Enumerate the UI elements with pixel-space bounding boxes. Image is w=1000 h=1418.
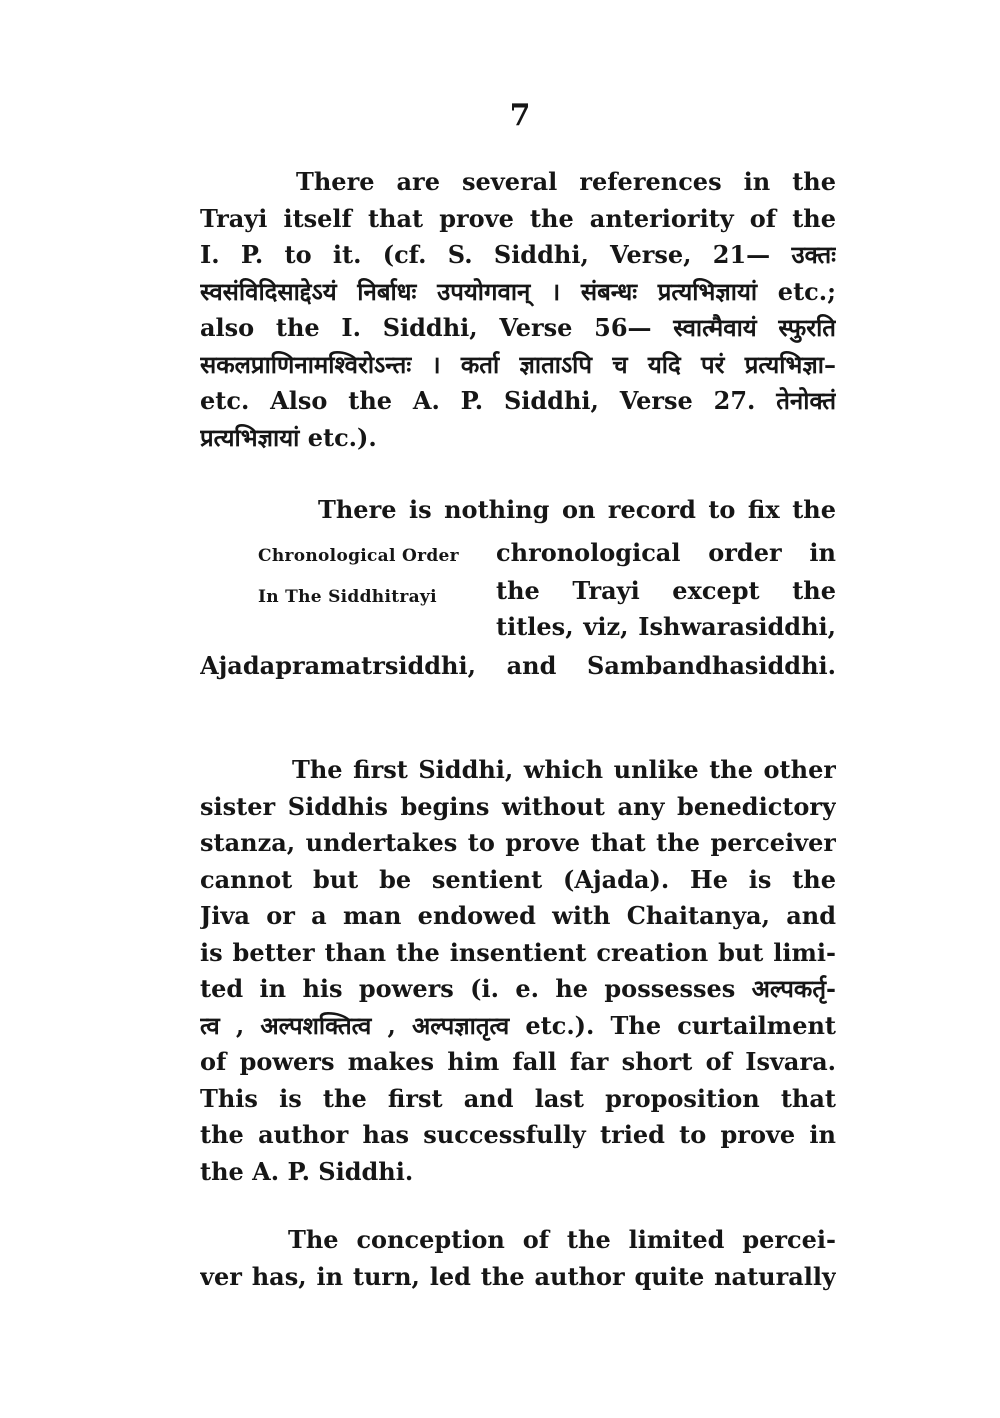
text-line: the author has successfully tried to prove in — [200, 1120, 836, 1149]
text-line: the A. P. Siddhi. — [200, 1156, 414, 1186]
text-line: stanza, undertakes to prove that the perceiver — [200, 828, 836, 857]
text-line: Ajadapramatrsiddhi, and Sambandhasiddhi. — [200, 651, 836, 680]
paragraph-first-siddhi — [200, 752, 836, 1190]
paragraph-chronology-side-lines — [496, 532, 836, 645]
text-line: also the I. Siddhi, Verse 56— स्वात्मैवायं स्फुरति — [200, 313, 836, 342]
text-line: I. P. to it. (cf. S. Siddhi, Verse, 21— उक्तः — [200, 240, 836, 269]
text-line: etc. Also the A. P. Siddhi, Verse 27. तेनोक्तं — [200, 386, 836, 415]
text-line: titles, viz, Ishwarasiddhi, — [496, 612, 836, 641]
text-line: ver has, in turn, led the author quite naturally — [200, 1261, 836, 1291]
text-line: त्व , अल्पशक्तित्व , अल्पज्ञातृत्व etc.). The curtailment — [200, 1010, 836, 1040]
text-line: प्रत्यभिज्ञायां etc.). — [200, 422, 377, 452]
text-line: of powers makes him fall far short of Isvara. — [200, 1047, 836, 1076]
text-line: The conception of the limited percei- — [288, 1225, 836, 1254]
text-line: स्वसंविदिसाद्देऽयं निर्बाधः उपयोगवान् । संबन्धः प्रत्यभिज्ञायां etc.; — [200, 276, 836, 306]
paragraph-chronology-last-line — [200, 648, 836, 685]
page-number: 7 — [509, 98, 531, 133]
sidenote-chronological-order — [258, 536, 459, 618]
paragraph-references — [200, 164, 836, 456]
text-line: Jiva or a man endowed with Chaitanya, and — [200, 901, 836, 930]
text-line: There is nothing on record to fix the — [318, 495, 836, 524]
text-line: is better than the insentient creation but limi- — [200, 937, 836, 967]
text-line: the Trayi except the — [496, 576, 836, 605]
text-line: Trayi itself that prove the anteriority of the — [200, 203, 836, 233]
text-line: ted in his powers (i. e. he possesses अल्पकर्तृ- — [200, 974, 836, 1003]
text-line: cannot but be sentient (Ajada). He is the — [200, 864, 836, 894]
text-line: सकलप्राणिनामश्विरोऽन्तः । कर्ता ज्ञाताऽपि च यदि परं प्रत्यभिज्ञा– — [200, 349, 836, 379]
paragraph-limited-perceiver — [200, 1222, 836, 1295]
text-line: There are several references in the — [296, 167, 836, 196]
text-line: chronological order in — [496, 538, 836, 567]
paragraph-chronology-first-line — [200, 492, 836, 529]
text-line: This is the first and last proposition that — [200, 1083, 836, 1113]
sidenote-line: Chronological Order — [258, 546, 459, 566]
text-line: The first Siddhi, which unlike the other — [292, 755, 836, 784]
sidenote-line: In The Siddhitrayi — [258, 587, 437, 607]
text-line: sister Siddhis begins without any benedictory — [200, 791, 836, 821]
